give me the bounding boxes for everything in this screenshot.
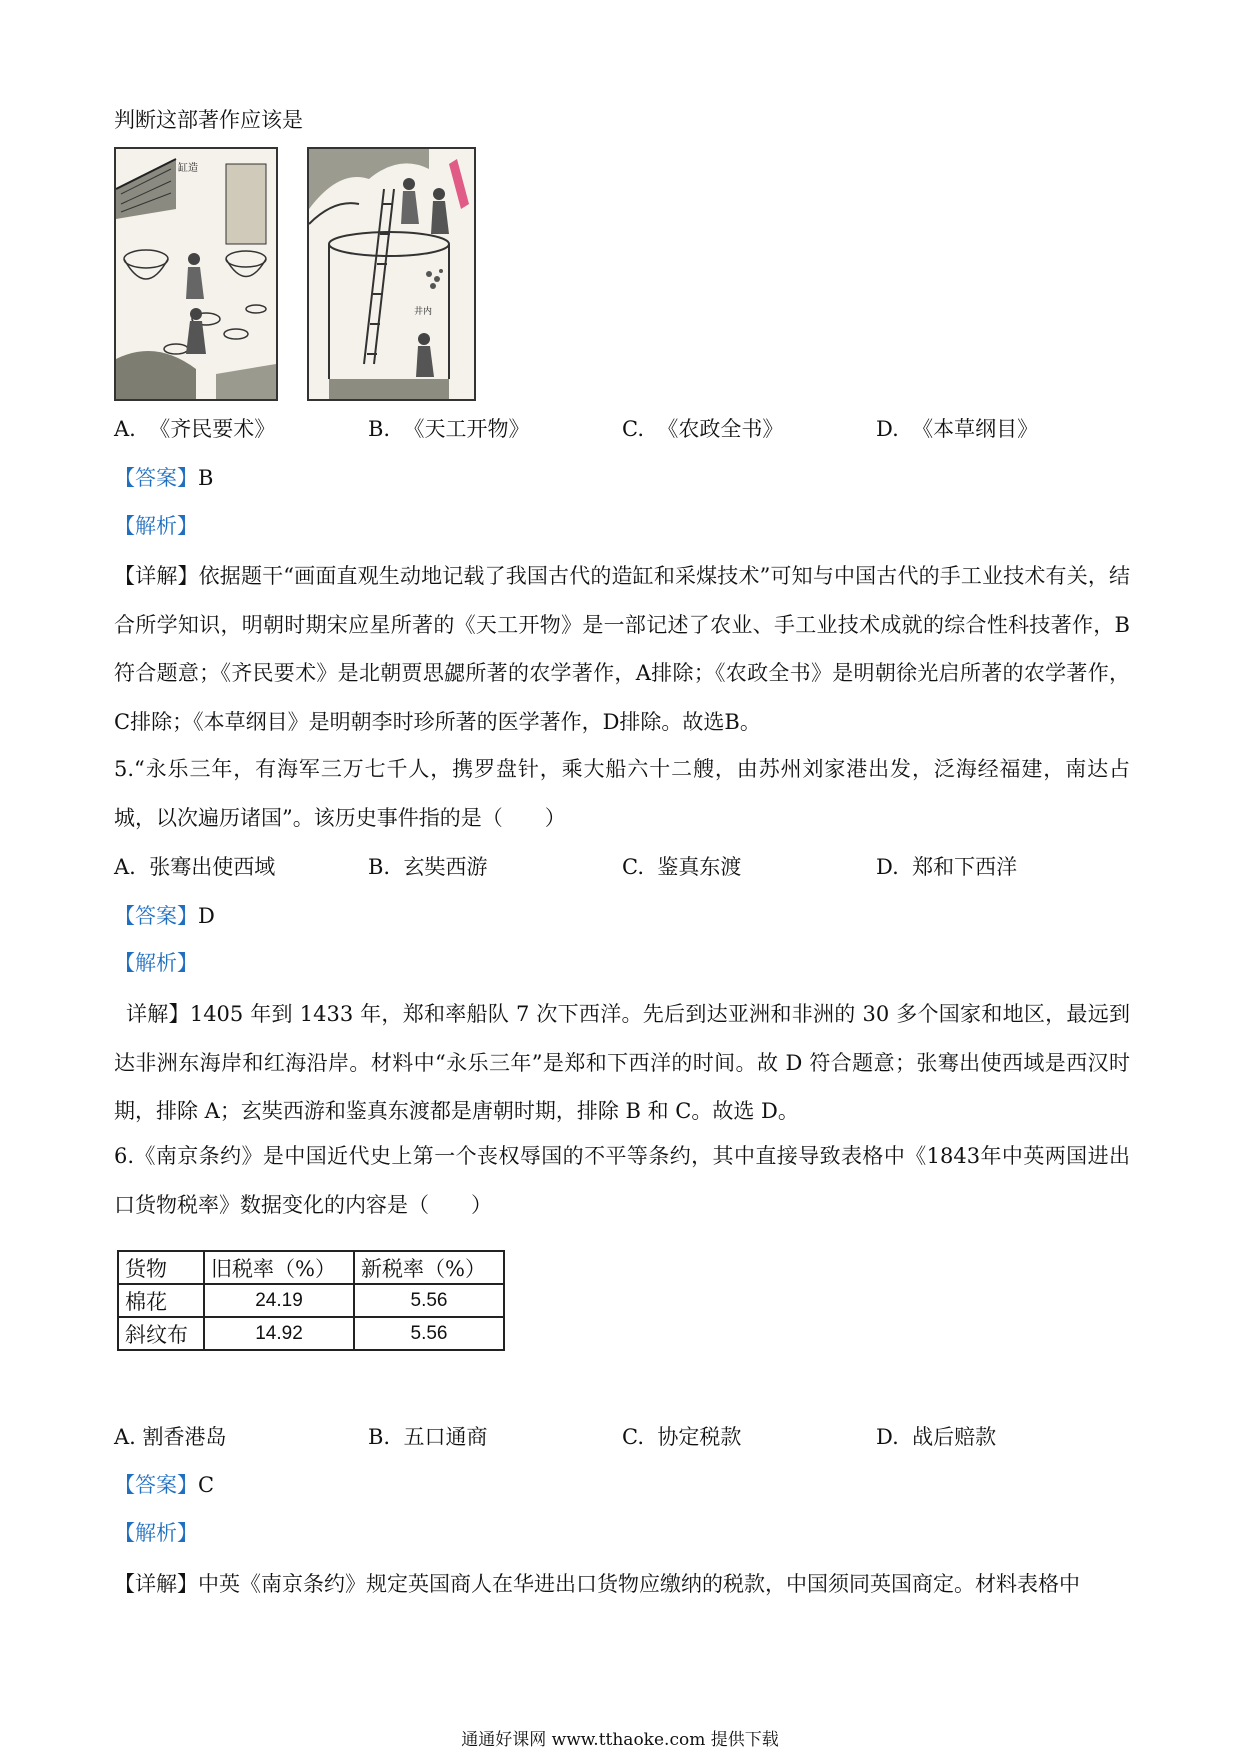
answer-value: D xyxy=(198,904,215,928)
q5-answer xyxy=(114,901,1130,931)
option-text: 张骞出使西域 xyxy=(149,855,276,879)
table-header: 货物 xyxy=(118,1251,204,1284)
q4-option-d[interactable] xyxy=(876,414,1038,444)
option-text: 鉴真东渡 xyxy=(657,855,742,879)
q5-option-d[interactable] xyxy=(876,852,1017,882)
detail-tag: 【详解】 xyxy=(114,564,199,588)
table-cell: 24.19 xyxy=(204,1284,354,1317)
answer-tag: 【答案】 xyxy=(114,1473,198,1497)
option-letter: D. xyxy=(876,855,899,879)
q4-option-b[interactable] xyxy=(368,414,529,444)
analysis-tag: 【解析】 xyxy=(114,951,198,975)
q6-analysis-tag xyxy=(114,1518,1130,1548)
q5-option-c[interactable] xyxy=(622,852,741,882)
option-text: 《本草纲目》 xyxy=(912,417,1039,441)
q4-analysis-tag xyxy=(114,511,1130,541)
option-letter: A. xyxy=(114,855,136,879)
option-text: 协定税款 xyxy=(657,1425,742,1449)
detail-tag: 【详解】 xyxy=(114,1572,198,1596)
option-letter: D. xyxy=(876,1425,899,1449)
option-letter: A. xyxy=(114,417,136,441)
table-cell: 14.92 xyxy=(204,1317,354,1350)
option-text: 玄奘西游 xyxy=(403,855,488,879)
table-cell: 5.56 xyxy=(354,1317,504,1350)
q6-option-c[interactable] xyxy=(622,1422,741,1452)
table-header-row xyxy=(118,1251,504,1284)
option-text: 《农政全书》 xyxy=(657,417,784,441)
option-text: 战后赔款 xyxy=(912,1425,997,1449)
q6-option-a[interactable] xyxy=(114,1422,227,1452)
table-header: 新税率（%） xyxy=(354,1251,504,1284)
table-row xyxy=(118,1317,504,1350)
table-row xyxy=(118,1284,504,1317)
answer-value: C xyxy=(198,1473,215,1497)
illustration-label-well: 井内 xyxy=(414,307,433,317)
q5-analysis-tag xyxy=(114,948,1130,978)
analysis-tag: 【解析】 xyxy=(114,1521,198,1545)
q4-stem-tail: 判断这部著作应该是 xyxy=(114,108,303,132)
detail-text: 中英《南京条约》规定英国商人在华进出口货物应缴纳的税款，中国须同英国商定。材料表格中 xyxy=(198,1572,1080,1596)
option-letter: B. xyxy=(368,1425,391,1449)
q6-detail xyxy=(114,1560,1130,1609)
option-text: 郑和下西洋 xyxy=(912,855,1018,879)
detail-text: 依据题干“画面直观生动地记载了我国古代的造缸和采煤技术”可知与中国古代的手工业技术有关，结合所学知识，明朝时期宋应星所著的《天工开物》是一部记述了农业、手工业技术成就的综合性科技著作，B符合题意；《齐民要术》是北朝贾思勰所著的农学著作，A排除；《农政全书》是明朝徐光启所著的农学著作，C排除；《本草纲目》是明朝李时珍所著的医学著作，D排除。故选B。 xyxy=(114,564,1131,734)
q5-option-b[interactable] xyxy=(368,852,487,882)
analysis-tag: 【解析】 xyxy=(114,514,198,538)
option-letter: C. xyxy=(622,417,644,441)
table-header: 旧税率（%） xyxy=(204,1251,354,1284)
illustration-label-jar: 缸造 xyxy=(178,163,198,174)
page-footer: 通通好课网 www.tthaoke.com 提供下载 xyxy=(461,1730,779,1750)
q5-stem: 5.“永乐三年，有海军三万七千人，携罗盘针，乘大船六十二艘，由苏州刘家港出发，泛海经福建，南达占城，以次遍历诸国”。该历史事件指的是（ ） xyxy=(114,757,1130,830)
q6-option-d[interactable] xyxy=(876,1422,996,1452)
coal-mining-illustration xyxy=(307,147,476,401)
option-letter: C. xyxy=(622,855,644,879)
q6-answer xyxy=(114,1470,1130,1500)
option-letter: D. xyxy=(876,417,899,441)
option-letter: A. xyxy=(114,1425,136,1449)
q6-option-b[interactable] xyxy=(368,1422,487,1452)
q4-answer xyxy=(114,463,1130,493)
answer-tag: 【答案】 xyxy=(114,904,198,928)
answer-tag: 【答案】 xyxy=(114,466,198,490)
table-cell: 5.56 xyxy=(354,1284,504,1317)
tax-rate-table xyxy=(117,1250,505,1351)
table-cell: 斜纹布 xyxy=(118,1317,204,1350)
option-text: 五口通商 xyxy=(403,1425,488,1449)
q5-detail: 详解】1405 年到 1433 年，郑和率船队 7 次下西洋。先后到达亚洲和非洲的 30 多个国家和地区，最远到达非洲东海岸和红海沿岸。材料中“永乐三年”是郑和下西洋的时间。故 D 符合题意；张骞出使西域是西汉时期，排除 A；玄奘西游和鉴真东渡都是唐朝时期，排除 B 和 C。故选 D。 xyxy=(114,1002,1130,1123)
q5-option-a[interactable] xyxy=(114,852,275,882)
jar-making-illustration xyxy=(114,147,278,401)
q4-option-c[interactable] xyxy=(622,414,783,444)
option-text: 割香港岛 xyxy=(142,1425,227,1449)
q4-detail xyxy=(114,552,1130,746)
table-cell: 棉花 xyxy=(118,1284,204,1317)
option-text: 《齐民要术》 xyxy=(149,417,276,441)
option-letter: C. xyxy=(622,1425,644,1449)
q6-stem: 6.《南京条约》是中国近代史上第一个丧权辱国的不平等条约，其中直接导致表格中《1843年中英两国进出口货物税率》数据变化的内容是（ ） xyxy=(114,1144,1130,1217)
answer-value: B xyxy=(198,466,214,490)
option-letter: B. xyxy=(368,417,391,441)
option-letter: B. xyxy=(368,855,391,879)
option-text: 《天工开物》 xyxy=(403,417,530,441)
q4-option-a[interactable] xyxy=(114,414,275,444)
